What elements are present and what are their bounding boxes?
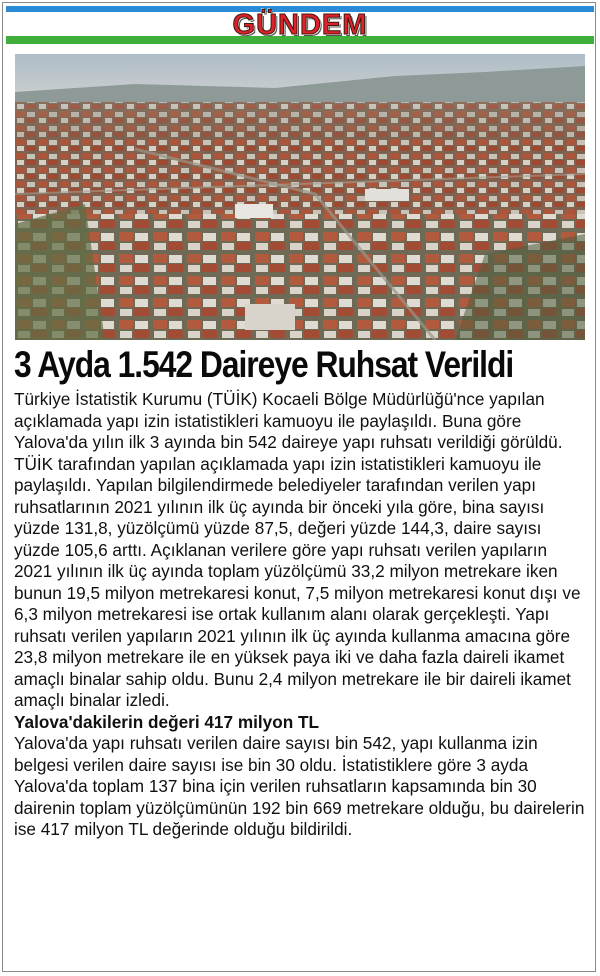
article-body — [14, 389, 588, 841]
article-paragraph: Yalova'da yapı ruhsatı verilen daire sayısı bin 542, yapı kullanma izin belgesi verilen daire sayısı ise bin 30 oldu. İstatistiklere göre 3 ayda Yalova'da toplam 137 bina için verilen ruhsatların kapsamında bin 30 dairenin toplam yüzölçümünün 192 bin 669 metrekare olduğu, bu dairelerin ise 417 milyon TL değerinde olduğu bildirildi. — [14, 733, 585, 839]
article-headline: 3 Ayda 1.542 Daireye Ruhsat Verildi — [14, 344, 514, 385]
city-illustration — [15, 54, 585, 340]
section-banner — [6, 6, 594, 44]
aerial-city-photo — [15, 54, 585, 340]
article-lead: Türkiye İstatistik Kurumu (TÜİK) Kocaeli Bölge Müdürlüğü'nce yapılan açıklamada yapı izin istatistikleri kamuoyu ile paylaşıldı. Buna göre Yalova'da yılın ilk 3 ayında bin 542 daireye yapı ruhsatı verildiği görüldü. — [14, 389, 563, 452]
article-subheading: Yalova'dakilerin değeri 417 milyon TL — [14, 711, 319, 732]
article-paragraph: TÜİK tarafından yapılan açıklamada yapı izin istatistikleri kamuoyu ile paylaşıldı. Yapılan bilgilendirmede belediyeler tarafından verilen yapı ruhsatlarının 2021 yılının ilk üç ayında bir önceki yıla göre, bina sayısı yüzde 131,8, yüzölçümü yüzde 87,5, değeri yüzde 144,3, daire sayısı yüzde 105,6 arttı. Açıklanan verilere göre yapı ruhsatı verilen yapıların 2021 yılının ilk üç ayında toplam yüzölçümü 33,2 milyon metrekare iken bunun 19,5 milyon metrekaresi konut, 7,5 milyon metrekaresi konut dışı ve 6,3 milyon metrekaresi ise ortak kullanım alanı olarak gerçekleşti. Yapı ruhsatı verilen yapıların 2021 yılının ilk üç ayında kullanma amacına göre 23,8 milyon metrekare ile en yüksek paya iki ve daha fazla daireli ikamet amaçlı binalar sahip oldu. Bunu 2,4 milyon metrekare ile bir daireli ikamet amaçlı binalar izledi. — [14, 453, 581, 710]
section-title: GÜNDEM — [232, 9, 368, 41]
